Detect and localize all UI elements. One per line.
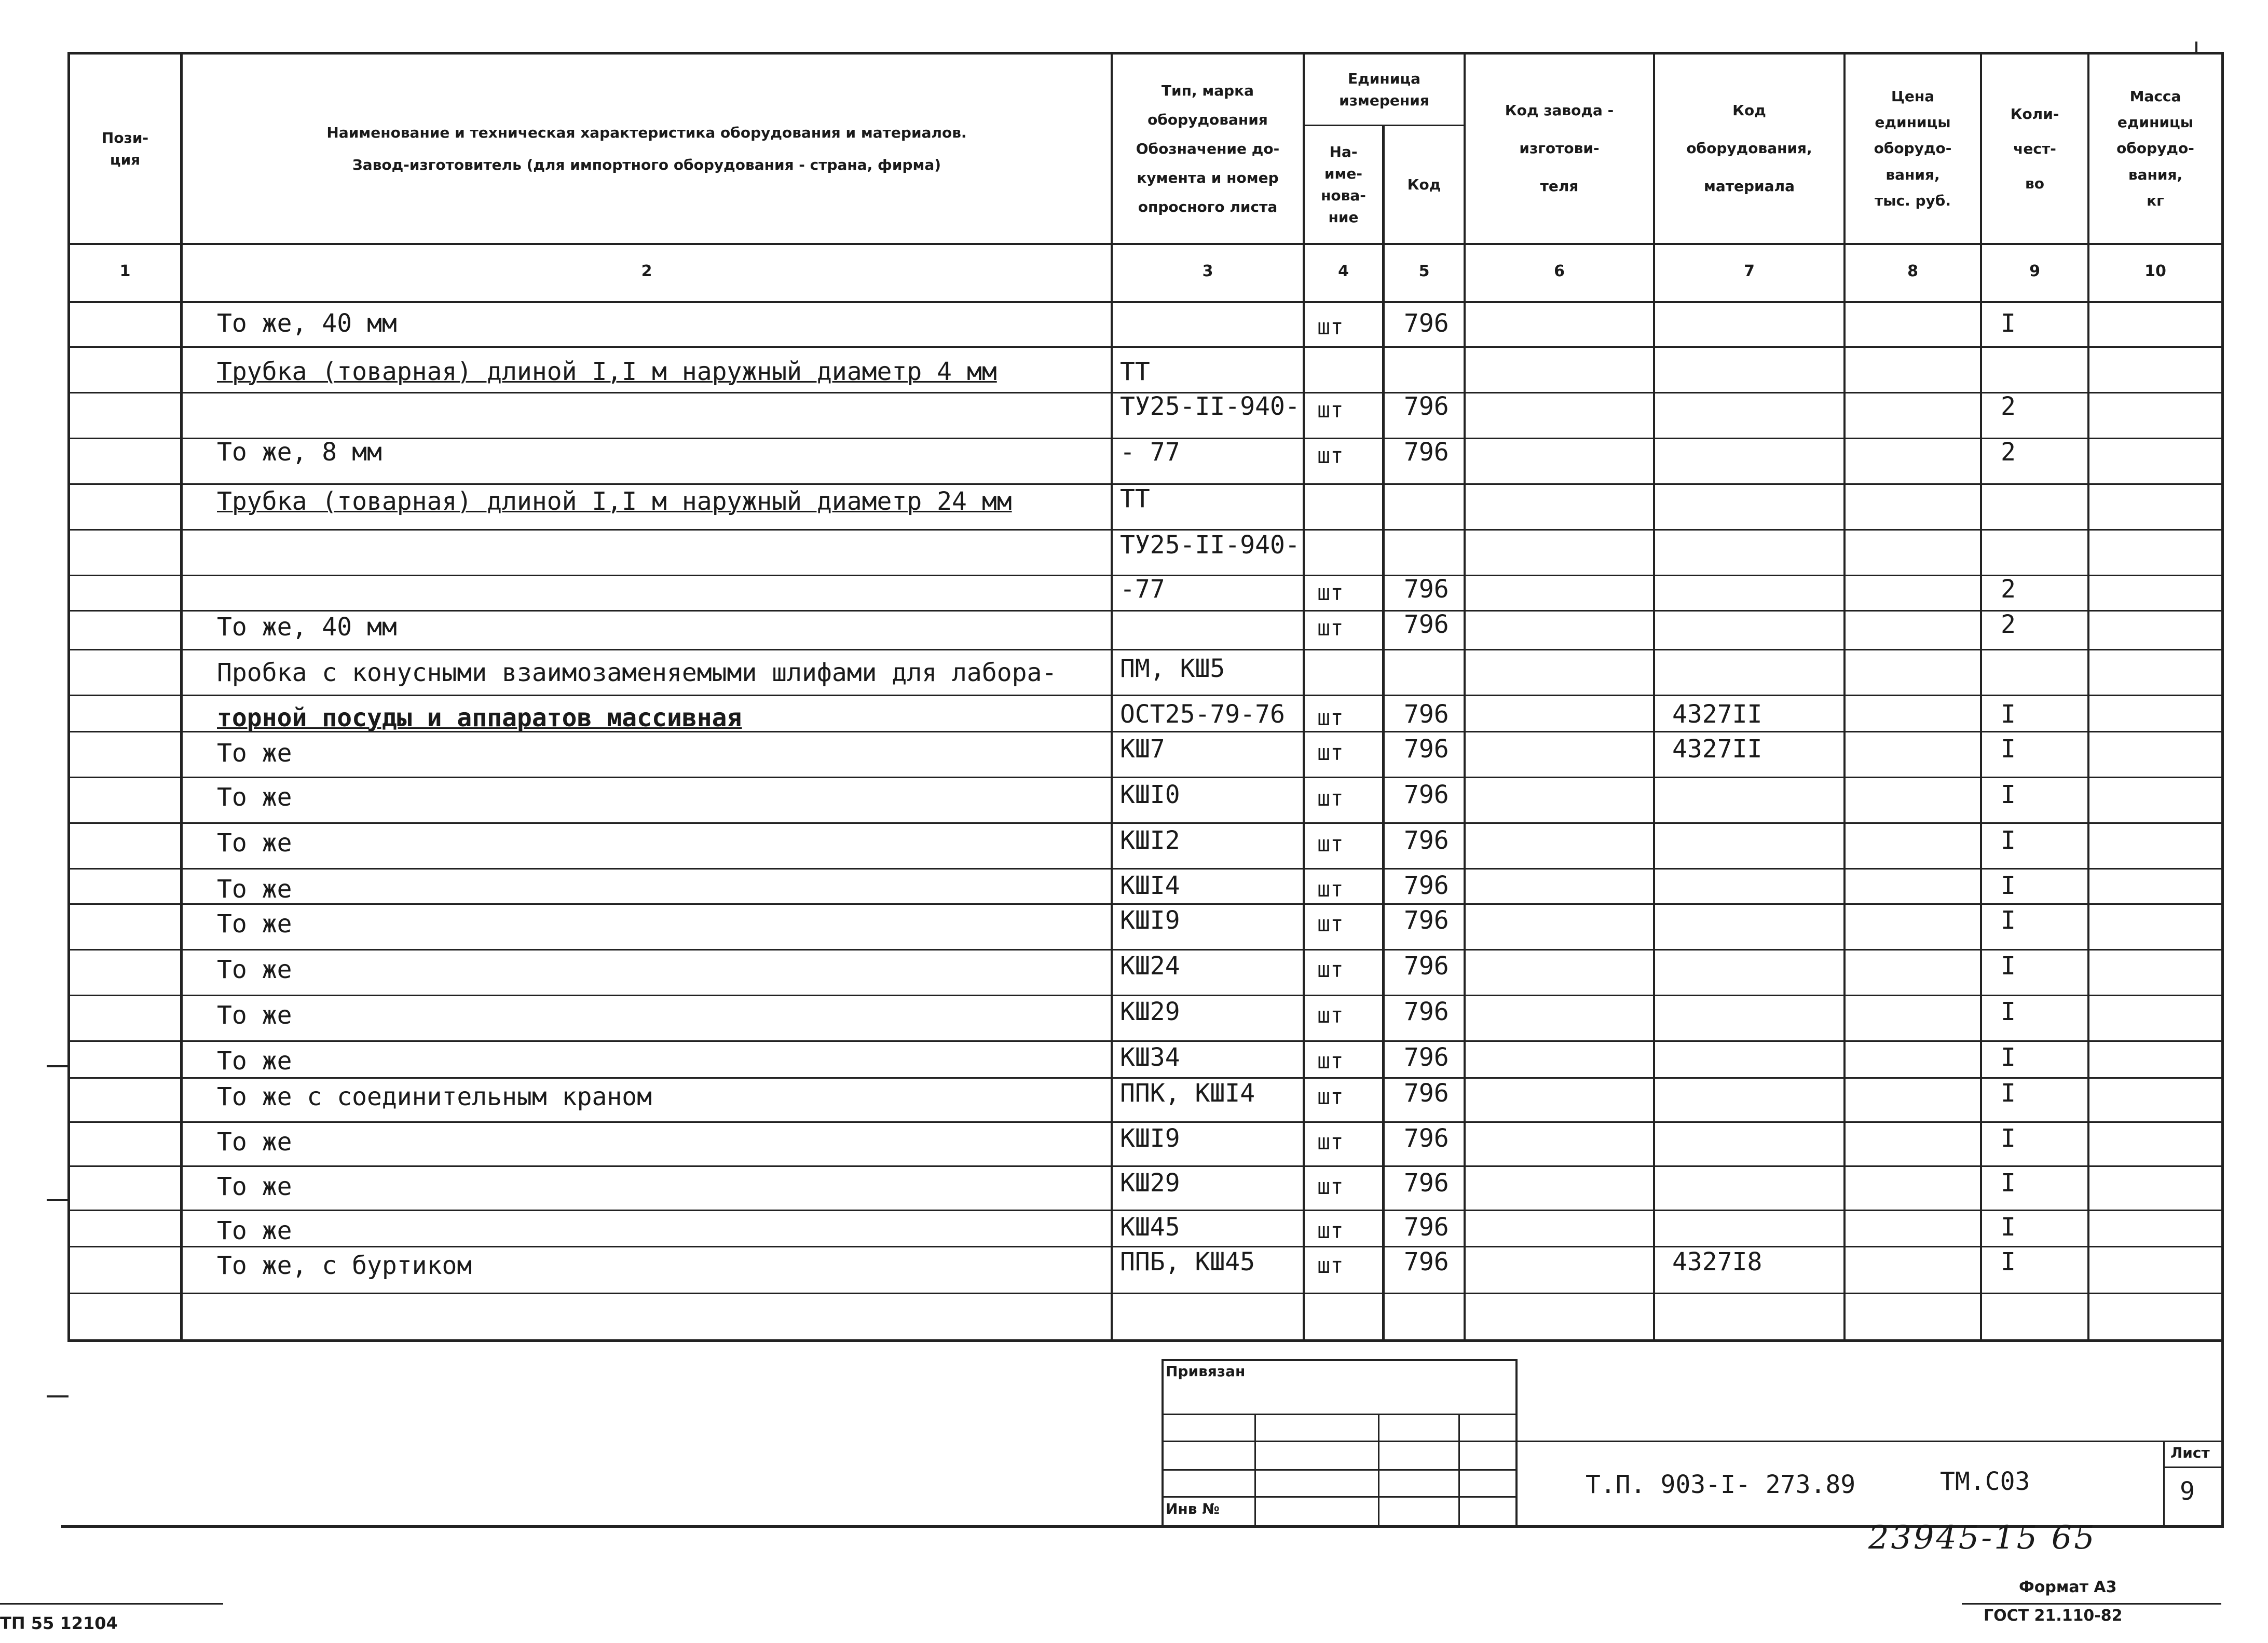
header-mass: Масса единицы оборудо- вания, кг bbox=[2116, 87, 2194, 210]
item-qty: I bbox=[2001, 1079, 2016, 1108]
item-unit: шт bbox=[1317, 580, 1344, 605]
item-code: 796 bbox=[1404, 1079, 1449, 1108]
header-price: Цена единицы оборудо- вания, тыс. руб. bbox=[1874, 87, 1952, 210]
item-unit: шт bbox=[1317, 615, 1344, 641]
item-code: 796 bbox=[1404, 438, 1449, 467]
item-unit: шт bbox=[1317, 957, 1344, 982]
item-material-code: 4327II bbox=[1672, 700, 1763, 729]
item-code: 796 bbox=[1404, 1169, 1449, 1198]
item-code: 796 bbox=[1404, 780, 1449, 809]
gost-label: ГОСТ 21.110-82 bbox=[1984, 1607, 2123, 1625]
item-type: КШ45 bbox=[1120, 1213, 1180, 1242]
item-code: 796 bbox=[1404, 1213, 1449, 1242]
item-name: То же bbox=[217, 829, 292, 858]
item-code: 796 bbox=[1404, 392, 1449, 421]
document-code: Т.П. 903-I- 273.89 bbox=[1586, 1470, 1856, 1499]
inventory-number-label: Инв № bbox=[1166, 1500, 1220, 1517]
item-type: КШ24 bbox=[1120, 952, 1180, 981]
item-qty: 2 bbox=[2001, 610, 2016, 639]
item-code: 796 bbox=[1404, 1043, 1449, 1072]
item-qty: I bbox=[2001, 826, 2016, 855]
item-code: 796 bbox=[1404, 871, 1449, 900]
column-number: 2 bbox=[641, 262, 652, 280]
header-factory-code: Код завода - изготови- теля bbox=[1505, 102, 1614, 195]
item-qty: I bbox=[2001, 952, 2016, 981]
item-code: 796 bbox=[1404, 735, 1449, 764]
item-qty: 2 bbox=[2001, 438, 2016, 467]
header-quantity: Коли- чест- во bbox=[2010, 105, 2059, 193]
item-type: ТУ25-II-940- bbox=[1120, 531, 1300, 560]
item-unit: шт bbox=[1317, 831, 1344, 857]
column-number: 7 bbox=[1744, 262, 1755, 280]
item-qty: I bbox=[2001, 700, 2016, 729]
item-type: ППБ, КШ45 bbox=[1120, 1247, 1255, 1277]
item-unit: шт bbox=[1317, 443, 1344, 468]
item-qty: I bbox=[2001, 1247, 2016, 1277]
item-unit: шт bbox=[1317, 397, 1344, 423]
item-unit: шт bbox=[1317, 740, 1344, 765]
header-name: Наименование и техническая характеристика оборудования и материалов. Завод-изготовитель (для импортного оборудования - страна, фирма) bbox=[326, 124, 967, 173]
handwritten-note: 23945-15 65 bbox=[1868, 1518, 2097, 1556]
item-unit: шт bbox=[1317, 705, 1344, 730]
column-number: 5 bbox=[1418, 262, 1430, 280]
sheet-mark: ТМ.С03 bbox=[1940, 1467, 2030, 1496]
item-qty: I bbox=[2001, 309, 2016, 338]
item-type: КШ29 bbox=[1120, 997, 1180, 1026]
item-type: ТУ25-II-940- bbox=[1120, 392, 1300, 421]
header-type: Тип, марка оборудования Обозначение до- кумента и номер опросного листа bbox=[1136, 82, 1280, 215]
column-number: 6 bbox=[1554, 262, 1565, 280]
item-qty: I bbox=[2001, 780, 2016, 809]
item-code: 796 bbox=[1404, 826, 1449, 855]
item-qty: I bbox=[2001, 1043, 2016, 1072]
item-name: То же bbox=[217, 1216, 292, 1245]
header-position: Пози- ция bbox=[101, 129, 149, 168]
item-name: То же bbox=[217, 1047, 292, 1076]
item-type: КШI4 bbox=[1120, 871, 1180, 900]
column-number: 4 bbox=[1338, 262, 1349, 280]
item-type: КШI9 bbox=[1120, 906, 1180, 935]
header-unit-name: На- име- нова- ние bbox=[1321, 143, 1366, 226]
item-name: То же, 40 мм bbox=[217, 613, 397, 642]
column-number: 8 bbox=[1907, 262, 1918, 280]
item-unit: шт bbox=[1317, 1129, 1344, 1155]
column-number: 9 bbox=[2029, 262, 2040, 280]
item-type: КШI9 bbox=[1120, 1124, 1180, 1153]
item-name: То же, 40 мм bbox=[217, 309, 397, 338]
item-unit: шт bbox=[1317, 876, 1344, 902]
item-qty: I bbox=[2001, 871, 2016, 900]
item-type: КШ34 bbox=[1120, 1043, 1180, 1072]
item-name: Трубка (товарная) длиной I,I м наружный диаметр 4 мм bbox=[217, 357, 997, 386]
item-type: ПМ, КШ5 bbox=[1120, 654, 1225, 683]
item-qty: 2 bbox=[2001, 575, 2016, 604]
item-unit: шт bbox=[1317, 1174, 1344, 1199]
item-type: ТТ bbox=[1120, 357, 1150, 386]
archive-code: ТП 55 12104 bbox=[0, 1613, 118, 1633]
item-type: КШ29 bbox=[1120, 1169, 1180, 1198]
item-name: Трубка (товарная) длиной I,I м наружный диаметр 24 мм bbox=[217, 487, 1012, 516]
item-code: 796 bbox=[1404, 997, 1449, 1026]
item-type: - 77 bbox=[1120, 438, 1180, 467]
item-unit: шт bbox=[1317, 1048, 1344, 1074]
item-code: 796 bbox=[1404, 952, 1449, 981]
item-name: То же, 8 мм bbox=[217, 438, 382, 467]
item-name: То же bbox=[217, 1172, 292, 1201]
item-material-code: 4327I8 bbox=[1672, 1247, 1763, 1277]
item-qty: I bbox=[2001, 735, 2016, 764]
item-name: То же bbox=[217, 955, 292, 984]
privyazan-label: Привязан bbox=[1166, 1363, 1246, 1380]
item-name: То же bbox=[217, 1128, 292, 1157]
item-qty: I bbox=[2001, 997, 2016, 1026]
item-type: -77 bbox=[1120, 575, 1165, 604]
item-name: То же bbox=[217, 783, 292, 812]
item-unit: шт bbox=[1317, 911, 1344, 936]
item-name: То же, с буртиком bbox=[217, 1251, 472, 1280]
sheet-number: 9 bbox=[2180, 1477, 2195, 1506]
column-number: 10 bbox=[2144, 262, 2166, 280]
item-qty: I bbox=[2001, 1169, 2016, 1198]
column-number: 3 bbox=[1202, 262, 1213, 280]
item-code: 796 bbox=[1404, 1247, 1449, 1277]
item-type: КШ7 bbox=[1120, 735, 1165, 764]
item-code: 796 bbox=[1404, 1124, 1449, 1153]
item-qty: I bbox=[2001, 1213, 2016, 1242]
header-unit-code: Код bbox=[1407, 175, 1441, 193]
format-label: Формат А3 bbox=[2019, 1578, 2117, 1596]
item-type: КШI0 bbox=[1120, 780, 1180, 809]
item-name: То же bbox=[217, 739, 292, 768]
item-code: 796 bbox=[1404, 700, 1449, 729]
item-qty: I bbox=[2001, 1124, 2016, 1153]
item-material-code: 4327II bbox=[1672, 735, 1763, 764]
item-type: ТТ bbox=[1120, 484, 1150, 513]
item-qty: 2 bbox=[2001, 392, 2016, 421]
header-unit-group: Единица измерения bbox=[1339, 70, 1429, 109]
header-material-code: Код оборудования, материала bbox=[1686, 102, 1812, 195]
item-name: То же bbox=[217, 909, 292, 939]
item-name: То же bbox=[217, 1001, 292, 1030]
item-unit: шт bbox=[1317, 1084, 1344, 1109]
item-qty: I bbox=[2001, 906, 2016, 935]
item-name: Пробка с конусными взаимозаменяемыми шлифами для лабора- bbox=[217, 658, 1057, 687]
item-unit: шт bbox=[1317, 785, 1344, 811]
item-unit: шт bbox=[1317, 1253, 1344, 1278]
sheet-label: Лист bbox=[2170, 1444, 2210, 1461]
item-code: 796 bbox=[1404, 906, 1449, 935]
item-name: То же bbox=[217, 875, 292, 904]
column-number: 1 bbox=[119, 262, 131, 280]
item-type: КШI2 bbox=[1120, 826, 1180, 855]
item-name: торной посуды и аппаратов массивная bbox=[217, 703, 742, 732]
item-code: 796 bbox=[1404, 575, 1449, 604]
item-code: 796 bbox=[1404, 610, 1449, 639]
item-unit: шт bbox=[1317, 1002, 1344, 1028]
item-unit: шт bbox=[1317, 1218, 1344, 1243]
item-unit: шт bbox=[1317, 314, 1344, 340]
item-name: То же с соединительным краном bbox=[217, 1082, 652, 1111]
item-type: ОСТ25-79-76 bbox=[1120, 700, 1285, 729]
item-type: ППК, КШI4 bbox=[1120, 1079, 1255, 1108]
item-code: 796 bbox=[1404, 309, 1449, 338]
